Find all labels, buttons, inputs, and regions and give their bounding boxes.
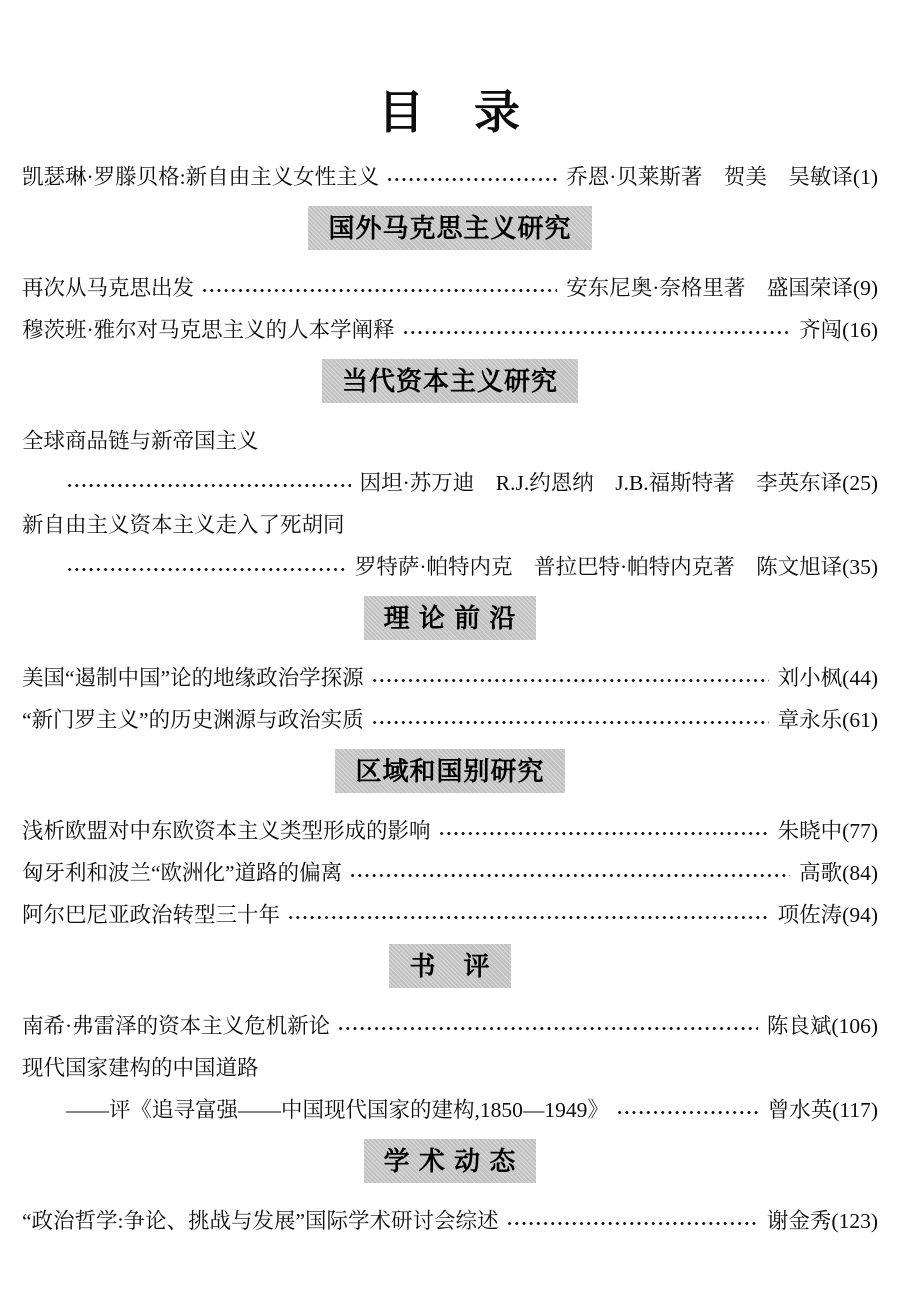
dot-leader — [337, 1009, 758, 1043]
section-banner: 区域和国别研究 — [335, 749, 564, 793]
toc-entry — [22, 898, 878, 932]
entry-title: 现代国家建构的中国道路 — [22, 1056, 259, 1080]
entry-title: 全球商品链与新帝国主义 — [22, 429, 259, 453]
toc-entry-continuation — [22, 550, 878, 584]
dot-leader — [616, 1093, 759, 1127]
toc-entry — [22, 1051, 878, 1085]
entry-page-number: (123) — [831, 1209, 878, 1233]
entry-page-number: (16) — [842, 318, 878, 342]
entry-authors: 章永乐 — [777, 708, 843, 732]
entry-title: 匈牙利和波兰“欧洲化”道路的偏离 — [22, 861, 343, 885]
dot-leader — [371, 703, 769, 737]
entry-title: “政治哲学:争论、挑战与发展”国际学术研讨会综述 — [22, 1209, 499, 1233]
entry-title: “新门罗主义”的历史渊源与政治实质 — [22, 708, 364, 732]
toc-entry — [22, 271, 878, 305]
toc-entry — [22, 661, 878, 695]
entry-authors: 曾水英 — [767, 1098, 833, 1122]
section-banner-wrap — [22, 1139, 878, 1183]
toc-entry — [22, 856, 878, 890]
toc-entry-subtitle — [22, 1093, 878, 1127]
entry-page-number: (44) — [842, 666, 878, 690]
dot-leader — [66, 550, 346, 584]
section-banner-wrap — [22, 944, 878, 988]
section-banner-wrap — [22, 596, 878, 640]
page-title: 目 录 — [378, 87, 522, 138]
entry-authors: 安东尼奥·奈格里著 盛国荣译 — [566, 276, 853, 300]
toc-entry — [22, 313, 878, 347]
toc-entry — [22, 160, 878, 194]
toc-entry — [22, 703, 878, 737]
dot-leader — [287, 898, 769, 932]
toc-entry-continuation — [22, 466, 878, 500]
entry-page-number: (9) — [852, 276, 878, 300]
dot-leader — [506, 1204, 758, 1238]
entry-authors: 乔恩·贝莱斯著 贺美 吴敏译 — [566, 165, 853, 189]
dot-leader — [201, 271, 557, 305]
dot-leader — [386, 160, 557, 194]
entry-page-number: (25) — [842, 471, 878, 495]
entry-authors: 陈良斌 — [766, 1014, 832, 1038]
dot-leader — [402, 313, 790, 347]
entry-page-number: (77) — [842, 819, 878, 843]
entry-authors: 项佐涛 — [777, 903, 843, 927]
entry-title: 阿尔巴尼亚政治转型三十年 — [22, 903, 281, 927]
dot-leader — [349, 856, 790, 890]
entry-page-number: (117) — [832, 1098, 878, 1122]
toc-entry — [22, 814, 878, 848]
toc-entry — [22, 424, 878, 458]
entry-title: 再次从马克思出发 — [22, 276, 195, 300]
entry-authors: 因坦·苏万迪 R.J.约恩纳 J.B.福斯特著 李英东译 — [359, 471, 843, 495]
entry-subtitle: ——评《追寻富强——中国现代国家的建构,1850—1949》 — [66, 1098, 609, 1122]
entry-page-number: (94) — [842, 903, 878, 927]
dot-leader — [438, 814, 769, 848]
entry-authors: 谢金秀 — [766, 1209, 832, 1233]
entry-page-number: (1) — [852, 165, 878, 189]
entry-authors: 罗特萨·帕特内克 普拉巴特·帕特内克著 陈文旭译 — [354, 555, 843, 579]
entry-title: 南希·弗雷泽的资本主义危机新论 — [22, 1014, 331, 1038]
entry-page-number: (61) — [842, 708, 878, 732]
dot-leader — [66, 466, 351, 500]
section-banner: 学 术 动 态 — [364, 1139, 537, 1183]
entry-page-number: (106) — [831, 1014, 878, 1038]
entry-title: 美国“遏制中国”论的地缘政治学探源 — [22, 666, 364, 690]
section-banner: 国外马克思主义研究 — [308, 206, 591, 250]
section-banner: 书 评 — [389, 944, 510, 988]
section-banner: 理 论 前 沿 — [364, 596, 537, 640]
entry-authors: 高歌 — [799, 861, 843, 885]
section-banner-wrap — [22, 749, 878, 793]
entry-title: 浅析欧盟对中东欧资本主义类型形成的影响 — [22, 819, 431, 843]
toc-entry — [22, 1009, 878, 1043]
dot-leader — [371, 661, 769, 695]
section-banner: 当代资本主义研究 — [322, 359, 578, 403]
entry-page-number: (84) — [842, 861, 878, 885]
entry-title: 穆茨班·雅尔对马克思主义的人本学阐释 — [22, 318, 395, 342]
toc-entry — [22, 1204, 878, 1238]
entry-page-number: (35) — [842, 555, 878, 579]
entry-authors: 朱晓中 — [777, 819, 843, 843]
entry-authors: 刘小枫 — [777, 666, 843, 690]
section-banner-wrap — [22, 206, 878, 250]
entry-title: 新自由主义资本主义走入了死胡同 — [22, 513, 345, 537]
entry-authors: 齐闯 — [799, 318, 843, 342]
toc-entry — [22, 508, 878, 542]
entry-title: 凯瑟琳·罗滕贝格:新自由主义女性主义 — [22, 165, 380, 189]
section-banner-wrap — [22, 359, 878, 403]
